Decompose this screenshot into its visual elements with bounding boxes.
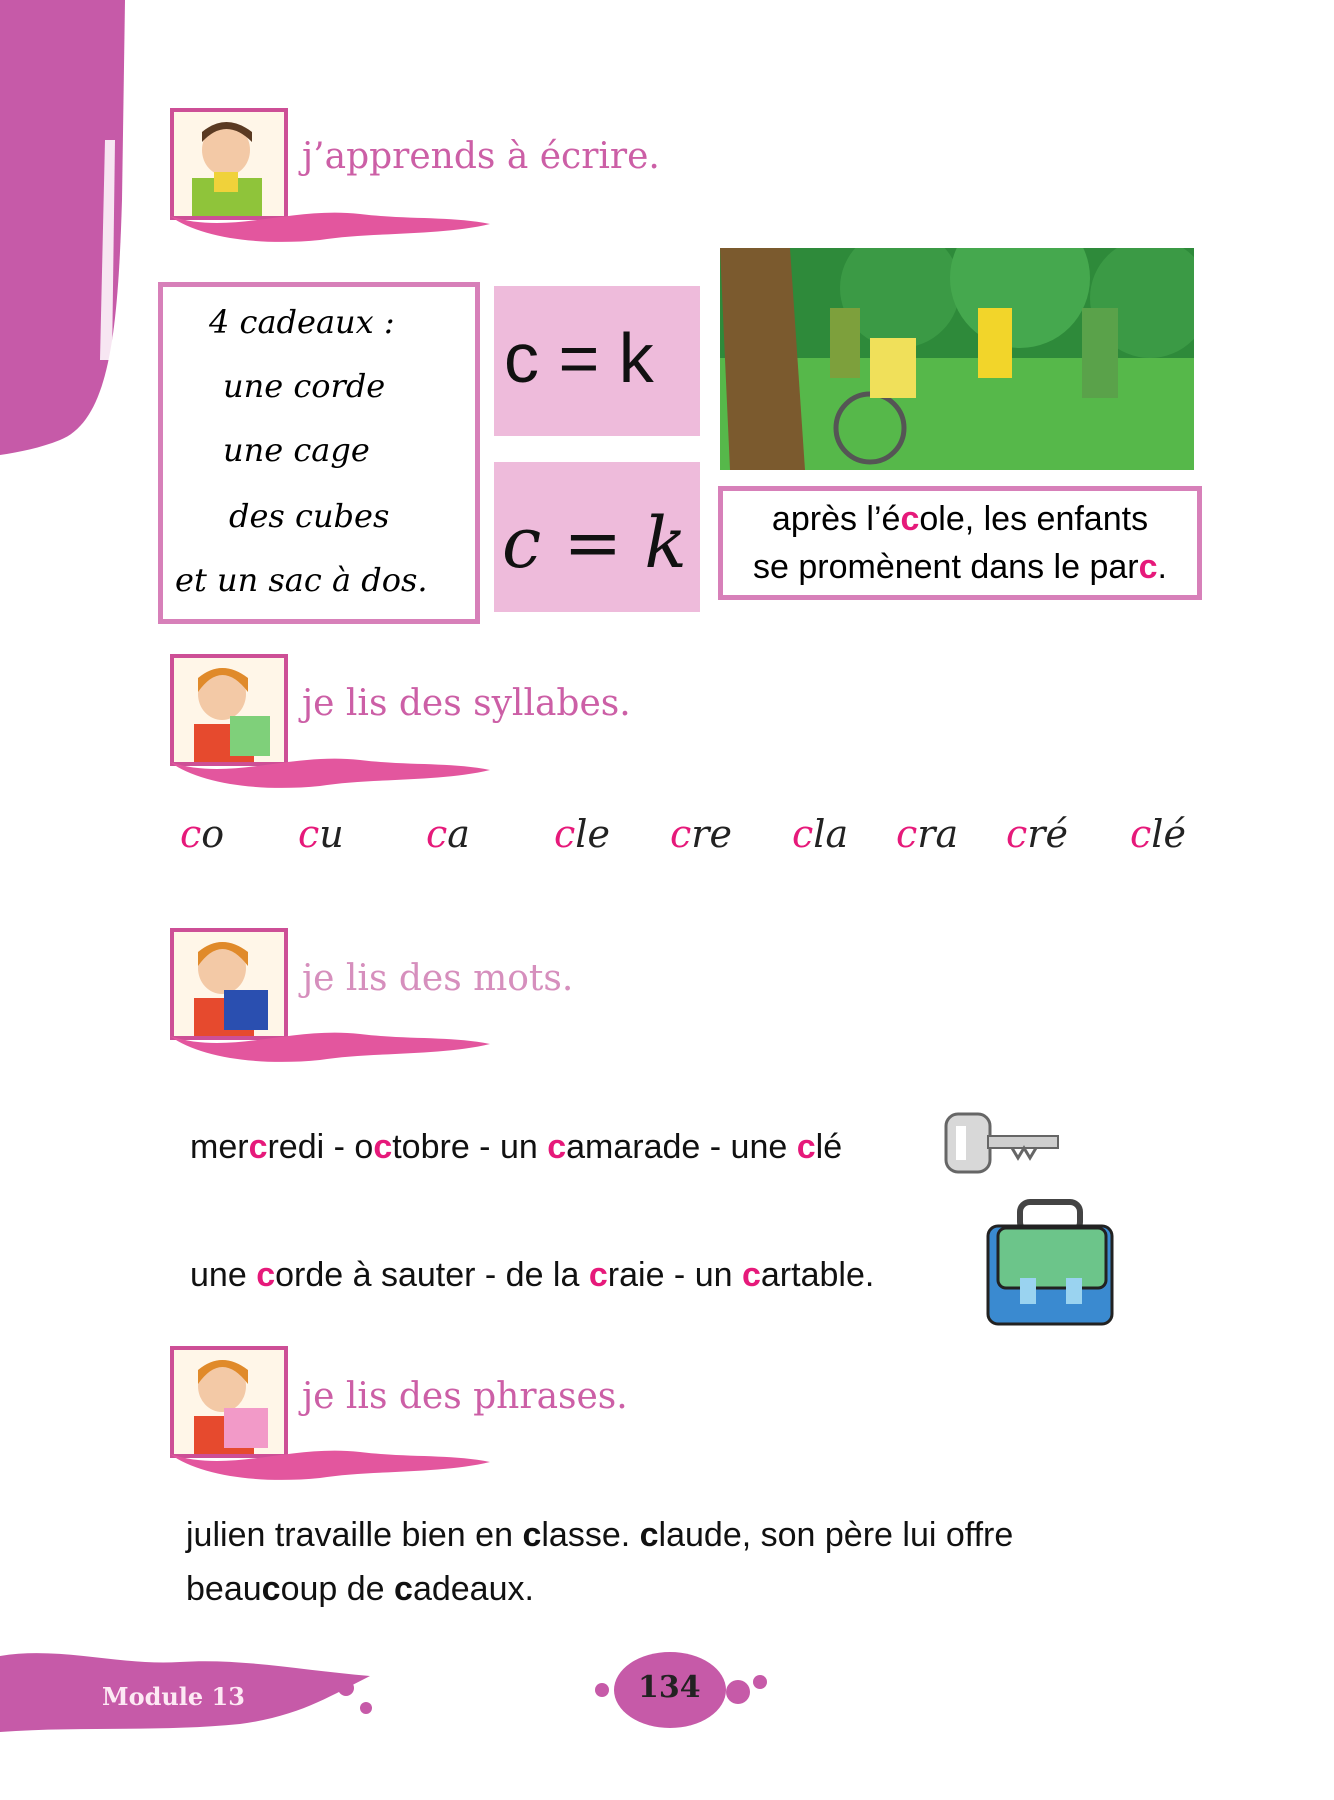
syllable-6: cla [792, 812, 849, 856]
syllable-1: co [180, 812, 225, 856]
syllable-4: cle [554, 812, 610, 856]
words-line-2: une corde à sauter - de la craie - un cartable. [190, 1256, 875, 1294]
brush-stroke [170, 196, 490, 246]
syllable-7: cra [896, 812, 959, 856]
words-line-1: mercredi - octobre - un camarade - une clé [190, 1128, 843, 1166]
caption-line-1: après l’école, les enfants [771, 500, 1149, 538]
syllable-8: cré [1006, 812, 1068, 856]
sentence-line-1: julien travaille bien en classe. claude, son père lui offre [186, 1516, 1014, 1554]
brush-stroke [170, 742, 490, 792]
brush-stroke [170, 1434, 490, 1484]
rule-print-text: c = k [504, 319, 654, 397]
syllable-9: clé [1130, 812, 1186, 856]
sentences-paragraph [186, 1508, 1186, 1616]
sentence-line-2: beaucoup de cadeaux. [186, 1570, 534, 1608]
park-illustration [720, 248, 1194, 470]
side-decoration [0, 0, 130, 470]
key-icon [942, 1108, 1066, 1178]
cursive-line-5: et un sac à dos. [175, 561, 428, 599]
caption-line-2: se promènent dans le parc. [753, 548, 1167, 586]
cursive-line-2: une corde [223, 367, 386, 405]
page-number: 134 [638, 1670, 701, 1705]
cursive-sample-box [158, 282, 480, 624]
cursive-line-3: une cage [223, 431, 370, 469]
section-heading-syllables: je lis des syllabes. [302, 683, 631, 724]
rule-panel-cursive [494, 462, 700, 612]
section-heading-sentences: je lis des phrases. [302, 1376, 628, 1417]
rule-panel-print [494, 286, 700, 436]
syllable-5: cre [670, 812, 732, 856]
syllable-2: cu [298, 812, 344, 856]
cursive-line-1: 4 cadeaux : [209, 303, 395, 341]
cursive-line-4: des cubes [229, 497, 390, 535]
section-heading-words: je lis des mots. [302, 958, 574, 999]
brush-stroke [170, 1016, 490, 1066]
section-heading-write: j’apprends à écrire. [302, 136, 660, 177]
syllable-3: ca [426, 812, 470, 856]
rule-cursive-text: c = k [502, 502, 687, 584]
caption-box [718, 486, 1202, 600]
schoolbag-icon [980, 1198, 1120, 1330]
module-label: Module 13 [102, 1682, 245, 1711]
